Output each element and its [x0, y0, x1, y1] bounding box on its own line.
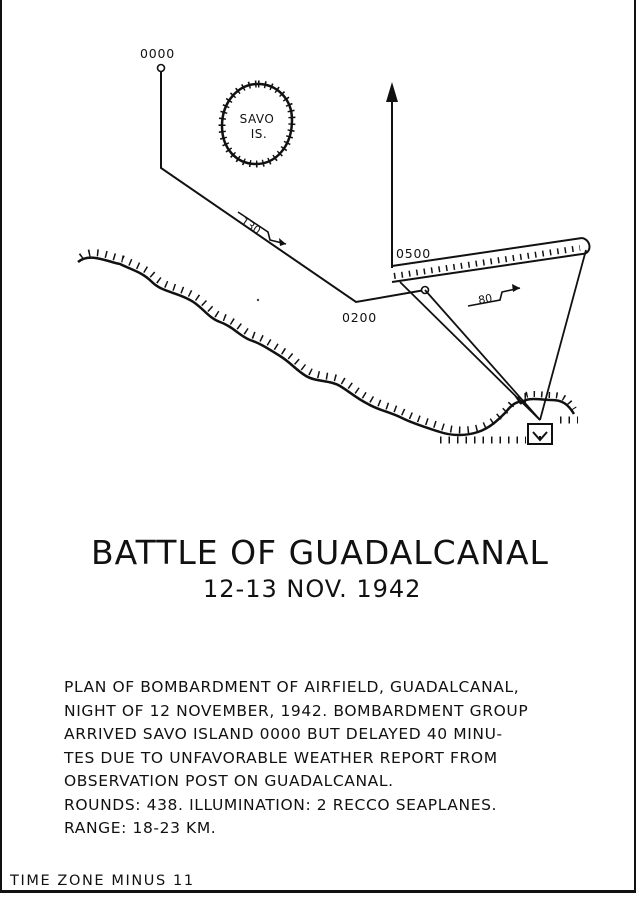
time-zone-footer: TIME ZONE MINUS 11: [10, 873, 195, 889]
fire-line-start: [425, 290, 540, 420]
description-line: OBSERVATION POST ON GUADALCANAL.: [64, 772, 394, 790]
description-line: ARRIVED SAVO ISLAND 0000 BUT DELAYED 40 MINU-: [64, 725, 503, 743]
waypoint-start-label: 0000: [140, 46, 176, 61]
speed-arrow-second-leg: [468, 288, 520, 306]
speed-arrow-head-second: [512, 284, 520, 292]
coast-hachures-south: [440, 420, 578, 440]
savo-label-line2: IS.: [250, 127, 268, 141]
description-line: NIGHT OF 12 NOVEMBER, 1942. BOMBARDMENT GROUP: [64, 701, 529, 720]
speed-label-first-leg: 130: [238, 214, 264, 238]
savo-label-line1: SAVO: [239, 112, 275, 126]
waypoint-mid-label: 0200: [342, 310, 378, 325]
speed-label-second-leg: 80: [477, 291, 494, 307]
description-line: TES DUE TO UNFAVORABLE WEATHER REPORT FROM: [64, 748, 498, 767]
north-arrow-icon: [386, 82, 398, 102]
speck: [257, 299, 259, 301]
waypoint-end-label: 0500: [396, 246, 432, 261]
speed-arrow-head-first: [279, 238, 286, 246]
description-line: PLAN OF BOMBARDMENT OF AIRFIELD, GUADALCANAL,: [64, 678, 520, 696]
description: [64, 676, 604, 841]
fire-line-end: [540, 250, 586, 420]
fire-line-mid: [400, 282, 540, 420]
map-subtitle: 12-13 NOV. 1942: [203, 575, 422, 603]
map-title: BATTLE OF GUADALCANAL: [91, 533, 549, 572]
approach-route: [161, 72, 425, 302]
description-line: RANGE: 18-23 KM.: [64, 819, 217, 837]
description-line: ROUNDS: 438. ILLUMINATION: 2 RECCO SEAPLANES.: [64, 795, 498, 814]
start-point-marker: [158, 65, 165, 72]
guadalcanal-coastline: [78, 258, 526, 435]
